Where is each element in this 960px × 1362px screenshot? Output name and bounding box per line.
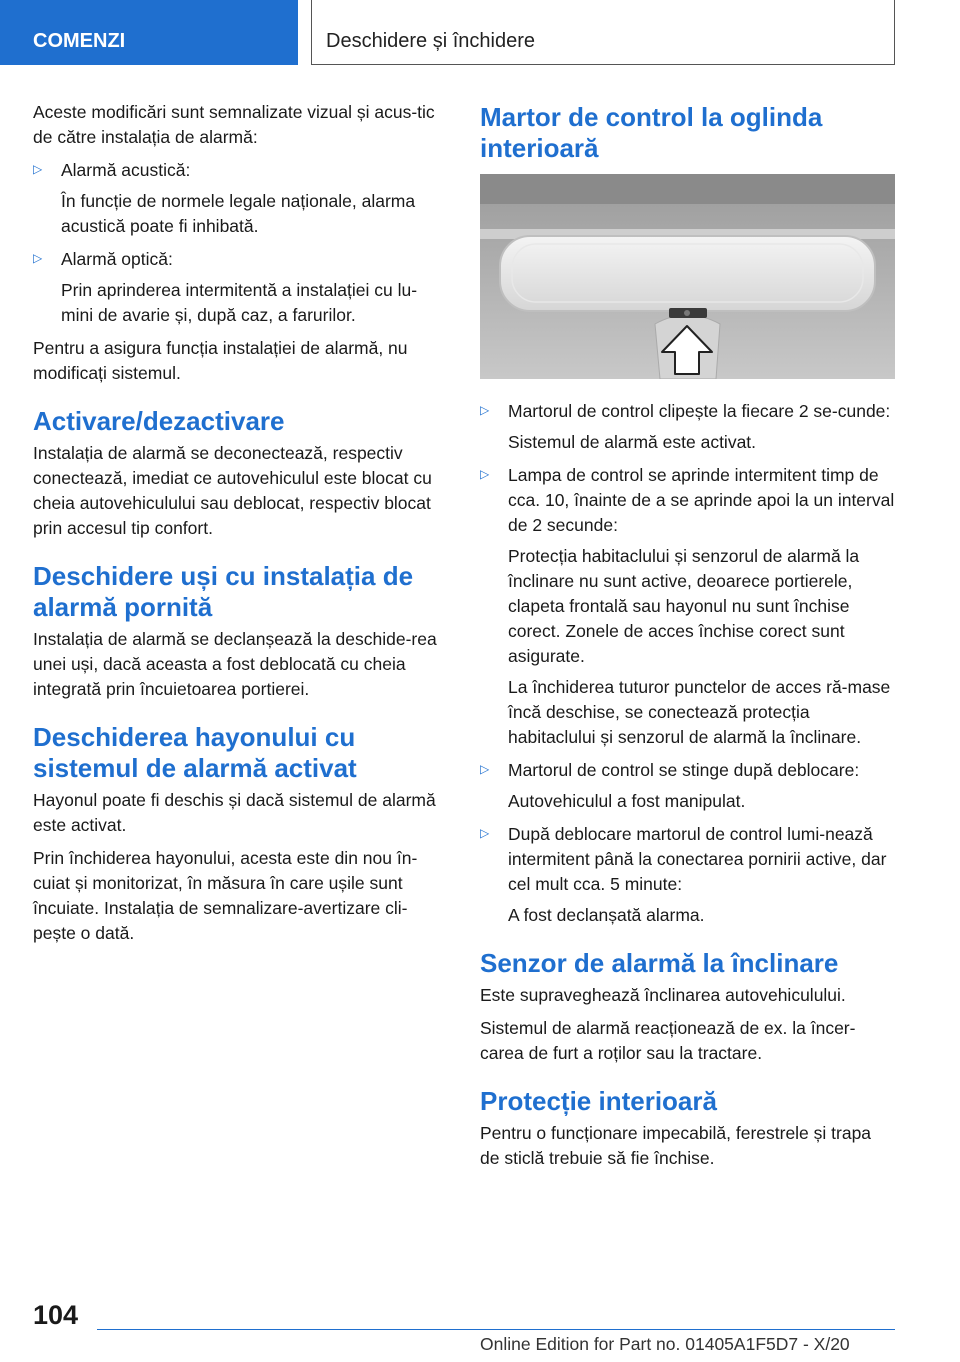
- list-item-label: Alarmă optică:: [61, 249, 173, 269]
- alarm-type-list: [33, 158, 448, 328]
- mirror-illustration: [480, 174, 895, 379]
- section-heading: Activare/dezactivare: [33, 406, 285, 436]
- list-item: [480, 463, 895, 750]
- list-item-label: Alarmă acustică:: [61, 160, 191, 180]
- indicator-state-list: [480, 399, 895, 928]
- section-paragraph: Este supraveghează înclinarea autovehiculului.: [480, 985, 846, 1005]
- right-column: [480, 100, 895, 1179]
- section-title: COMENZI: [33, 30, 126, 52]
- section-heading: Protecție interioară: [480, 1086, 717, 1116]
- section-paragraph: Hayonul poate fi deschis și dacă sistemul de alarmă este activat.: [33, 790, 436, 835]
- list-item: [33, 247, 448, 328]
- edition-note: Online Edition for Part no. 01405A1F5D7 - X/20: [480, 1334, 850, 1354]
- section-paragraph: Prin închiderea hayonului, acesta este din nou în-cuiat și monitorizat, în măsura în care ușile sunt încuiate. Instalația de semnalizare-avertizare cli-pește o dată.: [33, 848, 418, 943]
- chapter-header: [311, 0, 895, 65]
- list-item: [33, 158, 448, 239]
- section-heading: Senzor de alarmă la înclinare: [480, 948, 839, 978]
- section-paragraph: Instalația de alarmă se deconectează, respectiv conectează, imediat ce autovehiculul este blocat cu cheia autovehiculului sau deblocat, respectiv blocat prin accesul tip confort.: [33, 443, 432, 538]
- list-item-label: Martorul de control clipește la fiecare 2 se-cunde:: [508, 401, 891, 421]
- triangle-right-icon: ▷: [480, 826, 490, 840]
- triangle-right-icon: ▷: [480, 762, 490, 776]
- list-item-detail: În funcție de normele legale naționale, alarma acustică poate fi inhibată.: [61, 191, 416, 236]
- page-number: 104: [33, 1300, 79, 1330]
- footer-divider: [97, 1329, 895, 1330]
- triangle-right-icon: ▷: [33, 162, 43, 176]
- list-item-detail: La închiderea tuturor punctelor de acces ră-mase încă deschise, se conectează protecția habitaclului și senzorul de alarmă la înclinare.: [508, 677, 891, 747]
- outro-paragraph: Pentru a asigura funcția instalației de alarmă, nu modificați sistemul.: [33, 338, 408, 383]
- triangle-right-icon: ▷: [33, 251, 43, 265]
- section-tab: [0, 0, 298, 65]
- left-column: [33, 100, 448, 954]
- list-item-label: Lampa de control se aprinde intermitent timp de cca. 10, înainte de a se aprinde apoi la un interval de 2 secunde:: [508, 465, 895, 535]
- list-item: [480, 399, 895, 455]
- triangle-right-icon: ▷: [480, 403, 490, 417]
- list-item-detail: Prin aprinderea intermitentă a instalației cu lu-mini de avarie și, după caz, a farurilor.: [61, 280, 418, 325]
- section-heading: Martor de control la oglinda interioară: [480, 102, 823, 163]
- list-item-detail: Autovehiculul a fost manipulat.: [508, 791, 746, 811]
- list-item-label: După deblocare martorul de control lumi-nează intermitent până la conectarea pornirii active, dar cel mult cca. 5 minute:: [508, 824, 887, 894]
- list-item: [480, 822, 895, 928]
- intro-paragraph: Aceste modificări sunt semnalizate vizual și acus-tic de către instalația de alarmă:: [33, 102, 435, 147]
- list-item: [480, 758, 895, 814]
- list-item-detail: A fost declanșată alarma.: [508, 905, 705, 925]
- section-heading: Deschidere uși cu instalația de alarmă pornită: [33, 561, 414, 622]
- section-heading: Deschiderea hayonului cu sistemul de alarmă activat: [33, 722, 357, 783]
- section-paragraph: Instalația de alarmă se declanșează la deschide-rea unei uși, dacă aceasta a fost deblocată cu cheia integrată prin încuietoarea portierei.: [33, 629, 437, 699]
- list-item-detail: Protecția habitaclului și senzorul de alarmă la înclinare nu sunt active, deoarece portierele, clapeta frontală sau hayonul nu sunt închise corect. Zonele de acces închise corect sunt asigurate.: [508, 546, 860, 666]
- section-paragraph: Sistemul de alarmă reacționează de ex. la încer-carea de furt a roților sau la tractare.: [480, 1018, 856, 1063]
- section-paragraph: Pentru o funcționare impecabilă, ferestrele și trapa de sticlă trebuie să fie închise.: [480, 1123, 872, 1168]
- list-item-detail: Sistemul de alarmă este activat.: [508, 432, 757, 452]
- triangle-right-icon: ▷: [480, 467, 490, 481]
- list-item-label: Martorul de control se stinge după deblocare:: [508, 760, 860, 780]
- chapter-title: Deschidere și închidere: [326, 30, 535, 52]
